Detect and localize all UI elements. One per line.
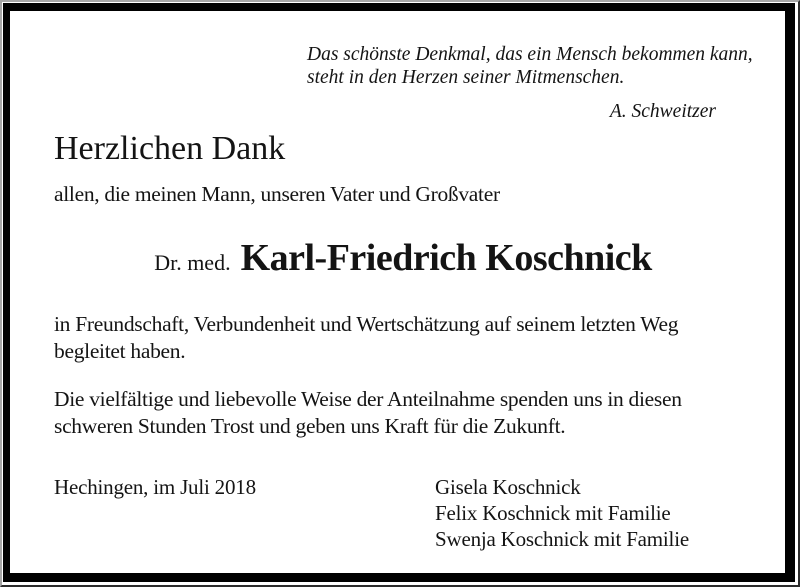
- paragraph-line: begleitet haben.: [54, 339, 186, 363]
- body-paragraph: [54, 311, 752, 365]
- paragraph-line: Die vielfältige und liebevolle Weise der Anteilnahme spenden uns in diesen: [54, 387, 682, 411]
- mourner-name: Felix Koschnick mit Familie: [435, 501, 671, 525]
- body-paragraph: [54, 386, 752, 440]
- memorial-quote: [307, 43, 752, 89]
- mourner-name: Swenja Koschnick mit Familie: [435, 527, 689, 551]
- mourner-name: Gisela Koschnick: [435, 475, 581, 499]
- closing-row: [54, 474, 752, 552]
- mourners-list: [435, 474, 689, 552]
- quote-attribution: A. Schweitzer: [609, 101, 716, 122]
- paragraph-line: in Freundschaft, Verbundenheit und Wertschätzung auf seinem letzten Weg: [54, 312, 679, 336]
- death-notice: [3, 3, 795, 582]
- thanks-title: Herzlichen Dank: [54, 130, 286, 167]
- deceased-name: Karl-Friedrich Koschnick: [240, 237, 652, 279]
- deceased-name-row: [54, 235, 752, 286]
- intro-line: allen, die meinen Mann, unseren Vater und Großvater: [54, 182, 500, 206]
- place-date: Hechingen, im Juli 2018: [54, 475, 256, 499]
- quote-line: steht in den Herzen seiner Mitmenschen.: [307, 67, 625, 88]
- paragraph-line: schweren Stunden Trost und geben uns Kraft für die Zukunft.: [54, 414, 566, 438]
- deceased-title-prefix: Dr. med.: [154, 250, 231, 275]
- quote-line: Das schönste Denkmal, das ein Mensch bekommen kann,: [307, 44, 753, 65]
